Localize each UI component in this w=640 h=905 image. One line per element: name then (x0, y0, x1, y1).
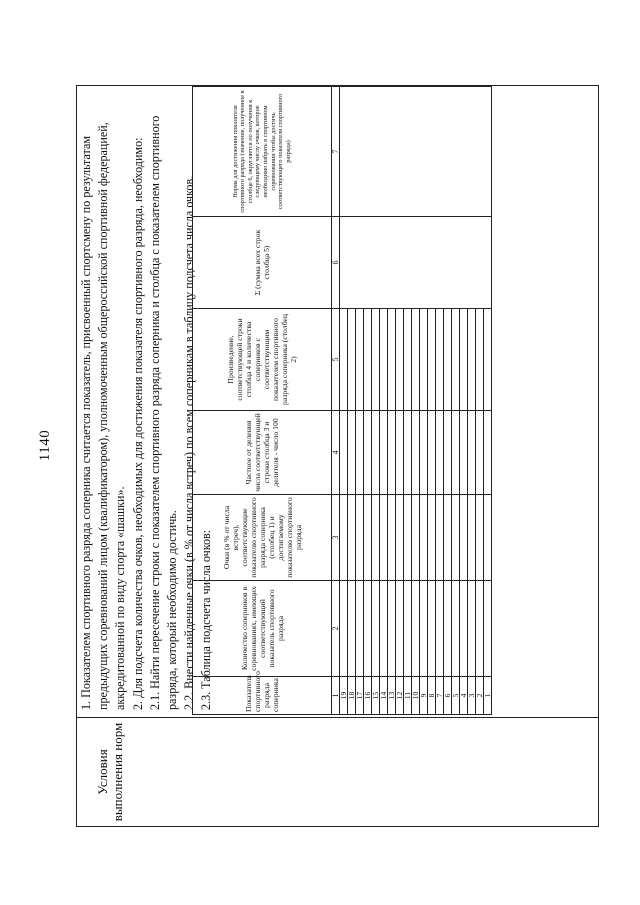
column-number: 4 (332, 411, 340, 495)
empty-cell (428, 411, 436, 495)
row-rank-label: 19 (340, 677, 348, 715)
header-opponents-count: Количество соперников в соревнованиях, имеющих соответствующий показатель спортивного разряда (193, 581, 332, 677)
points-table (192, 86, 492, 715)
table-body (340, 87, 492, 715)
header-sum: Σ (сумма всех строк столбца 5) (193, 217, 332, 309)
empty-cell (476, 411, 484, 495)
column-number: 2 (332, 581, 340, 677)
empty-cell (452, 581, 460, 677)
empty-cell (348, 411, 356, 495)
empty-cell (452, 411, 460, 495)
empty-cell (340, 581, 348, 677)
header-product: Произведение, соответствующей строки столбца 4 и количества соперников с соответствующим показателем спортивного разряда соперника (столбец 2) (193, 309, 332, 411)
empty-cell (476, 495, 484, 581)
row-rank-label: 7 (436, 677, 444, 715)
empty-cell (372, 581, 380, 677)
empty-cell (396, 495, 404, 581)
empty-cell (388, 495, 396, 581)
empty-cell (436, 309, 444, 411)
column-number: 7 (332, 87, 340, 217)
row-rank-label: 10 (412, 677, 420, 715)
row-rank-label: 1 (484, 677, 492, 715)
instruction-2-1: 2.1. Найти пересечение строки с показателем спортивного разряда соперника и столбца с показателем спортивного разряда, который необходимо достичь. (147, 115, 180, 710)
empty-cell (444, 309, 452, 411)
empty-cell (372, 411, 380, 495)
merged-cell (340, 87, 492, 217)
instruction-2-3: 2.3. Таблица подсчета числа очков: (199, 529, 214, 710)
page-number: 1140 (37, 429, 54, 462)
empty-cell (460, 411, 468, 495)
empty-cell (364, 411, 372, 495)
empty-cell (460, 309, 468, 411)
empty-cell (372, 309, 380, 411)
empty-cell (468, 309, 476, 411)
empty-cell (364, 495, 372, 581)
empty-cell (380, 309, 388, 411)
empty-cell (388, 309, 396, 411)
empty-cell (380, 411, 388, 495)
empty-cell (444, 581, 452, 677)
empty-cell (476, 581, 484, 677)
empty-cell (436, 581, 444, 677)
empty-cell (468, 581, 476, 677)
rotated-sheet (76, 85, 599, 827)
row-rank-label: 12 (396, 677, 404, 715)
empty-cell (364, 581, 372, 677)
empty-cell (372, 495, 380, 581)
column-number: 5 (332, 309, 340, 411)
instruction-1: 1. Показателем спортивного разряда соперника считается показатель, присвоенный спортсмену по результатам предыдущих соревнований лицом (квалификатором), уполномоченным общероссийской спортивной федерацией, аккредитованной по виду спорта «шашки». (79, 122, 128, 710)
empty-cell (388, 411, 396, 495)
empty-cell (348, 309, 356, 411)
section-label: Условия выполнения норм (95, 722, 125, 822)
row-rank-label: 11 (404, 677, 412, 715)
row-rank-label: 16 (364, 677, 372, 715)
empty-cell (340, 495, 348, 581)
column-number: 1 (332, 677, 340, 715)
empty-cell (428, 309, 436, 411)
empty-cell (388, 581, 396, 677)
table-row (340, 87, 348, 715)
header-norm: Норма для достижения показателя спортивного разряда (значение, полученное в столбце 6, округляется по получения к следующему числу очков, которое необходимо набрать в спортивном соревновании чтобы достичь соответствующего показателя спортивного разряда) (193, 87, 332, 217)
instruction-2: 2. Для подсчета количества очков, необходимых для достижения показателя спортивного разряда, необходимо: (130, 137, 145, 710)
empty-cell (404, 581, 412, 677)
empty-cell (420, 581, 428, 677)
empty-cell (484, 581, 492, 677)
empty-cell (340, 309, 348, 411)
merged-cell (340, 217, 492, 309)
empty-cell (348, 581, 356, 677)
row-rank-label: 8 (428, 677, 436, 715)
empty-cell (452, 309, 460, 411)
empty-cell (380, 495, 388, 581)
empty-cell (356, 581, 364, 677)
row-rank-label: 9 (420, 677, 428, 715)
empty-cell (460, 495, 468, 581)
row-rank-label: 17 (356, 677, 364, 715)
section-label-cell (77, 717, 598, 826)
empty-cell (356, 309, 364, 411)
row-rank-label: 15 (372, 677, 380, 715)
empty-cell (468, 411, 476, 495)
empty-cell (412, 495, 420, 581)
empty-cell (468, 495, 476, 581)
empty-cell (484, 309, 492, 411)
column-number: 6 (332, 217, 340, 309)
empty-cell (396, 581, 404, 677)
empty-cell (428, 581, 436, 677)
empty-cell (444, 411, 452, 495)
header-opponent-rank: Показатель спортивного разряда соперника (193, 677, 332, 715)
empty-cell (484, 495, 492, 581)
empty-cell (380, 581, 388, 677)
row-rank-label: 2 (476, 677, 484, 715)
empty-cell (444, 495, 452, 581)
row-rank-label: 3 (468, 677, 476, 715)
row-rank-label: 13 (388, 677, 396, 715)
table-header-row (193, 87, 332, 715)
row-rank-label: 4 (460, 677, 468, 715)
header-quotient: Частное от деления числа соответствующей строки столбца 3 и делителя - число 100 (193, 411, 332, 495)
empty-cell (356, 495, 364, 581)
empty-cell (412, 309, 420, 411)
empty-cell (396, 411, 404, 495)
empty-cell (484, 411, 492, 495)
row-rank-label: 5 (452, 677, 460, 715)
header-points-percent: Очки (в % от числа встреч), соответствующие показателю спортивного разряда соперника (столбец 1) и достигаемому показателю спортивного разряда (193, 495, 332, 581)
empty-cell (420, 495, 428, 581)
section-content-cell (77, 86, 598, 717)
empty-cell (348, 495, 356, 581)
empty-cell (404, 495, 412, 581)
empty-cell (404, 411, 412, 495)
empty-cell (428, 495, 436, 581)
empty-cell (404, 309, 412, 411)
empty-cell (412, 581, 420, 677)
empty-cell (452, 495, 460, 581)
empty-cell (476, 309, 484, 411)
column-number-row (332, 87, 340, 715)
row-rank-label: 6 (444, 677, 452, 715)
empty-cell (396, 309, 404, 411)
empty-cell (412, 411, 420, 495)
instruction-2-2: 2.2. Внести найденные очки (в % от числа встреч) по всем соперникам в таблицу подсчета числа очков. (182, 175, 197, 710)
row-rank-label: 18 (348, 677, 356, 715)
empty-cell (460, 581, 468, 677)
empty-cell (420, 309, 428, 411)
empty-cell (356, 411, 364, 495)
empty-cell (436, 411, 444, 495)
empty-cell (340, 411, 348, 495)
empty-cell (364, 309, 372, 411)
empty-cell (420, 411, 428, 495)
row-rank-label: 14 (380, 677, 388, 715)
empty-cell (436, 495, 444, 581)
column-number: 3 (332, 495, 340, 581)
norms-table-frame (76, 85, 599, 827)
